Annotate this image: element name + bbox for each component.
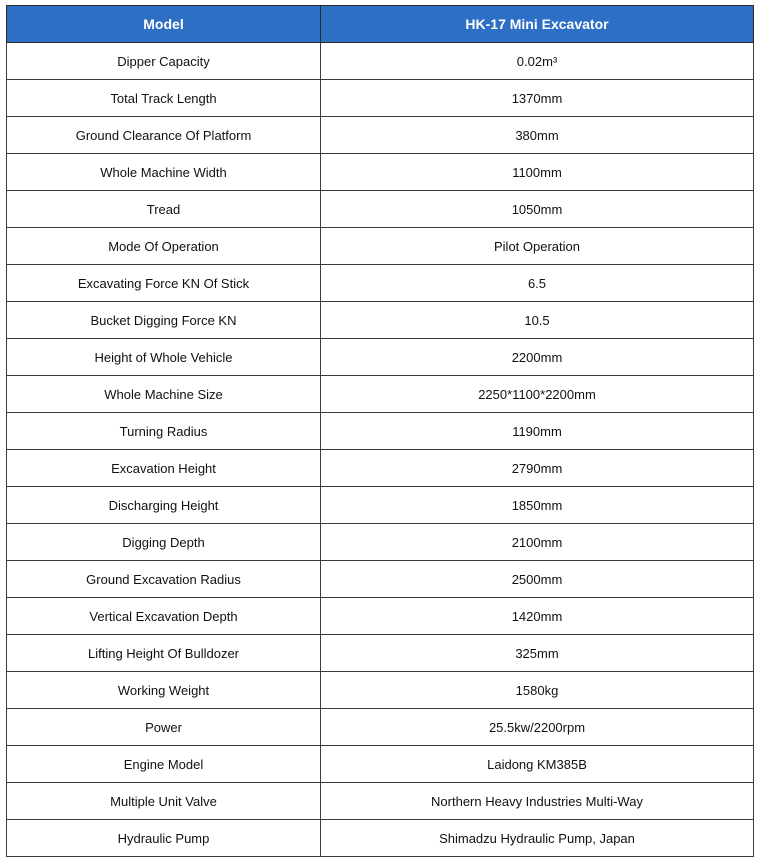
table-row (7, 561, 754, 598)
spec-value: Pilot Operation (321, 228, 754, 265)
spec-label: Turning Radius (7, 413, 321, 450)
table-row (7, 228, 754, 265)
spec-label: Working Weight (7, 672, 321, 709)
spec-label: Mode Of Operation (7, 228, 321, 265)
table-row (7, 783, 754, 820)
table-body (7, 43, 754, 857)
table-row (7, 154, 754, 191)
table-row (7, 117, 754, 154)
header-model-label: Model (7, 6, 321, 43)
table-row (7, 709, 754, 746)
spec-value: 1850mm (321, 487, 754, 524)
table-row (7, 80, 754, 117)
spec-label: Vertical Excavation Depth (7, 598, 321, 635)
spec-value: 1100mm (321, 154, 754, 191)
table-row (7, 598, 754, 635)
spec-value: 1050mm (321, 191, 754, 228)
table-row (7, 450, 754, 487)
spec-label: Height of Whole Vehicle (7, 339, 321, 376)
table-row (7, 43, 754, 80)
table-row (7, 487, 754, 524)
table-row (7, 820, 754, 857)
spec-label: Excavating Force KN Of Stick (7, 265, 321, 302)
table-row (7, 302, 754, 339)
spec-value: 2250*1100*2200mm (321, 376, 754, 413)
header-row (7, 6, 754, 43)
table-row (7, 524, 754, 561)
spec-value: 1370mm (321, 80, 754, 117)
spec-label: Total Track Length (7, 80, 321, 117)
spec-value: 2100mm (321, 524, 754, 561)
spec-label: Bucket Digging Force KN (7, 302, 321, 339)
table-row (7, 339, 754, 376)
table-row (7, 746, 754, 783)
spec-value: 10.5 (321, 302, 754, 339)
spec-value: 6.5 (321, 265, 754, 302)
spec-label: Lifting Height Of Bulldozer (7, 635, 321, 672)
table-row (7, 191, 754, 228)
spec-label: Whole Machine Size (7, 376, 321, 413)
spec-label: Whole Machine Width (7, 154, 321, 191)
spec-value: Northern Heavy Industries Multi-Way (321, 783, 754, 820)
spec-label: Discharging Height (7, 487, 321, 524)
table-row (7, 635, 754, 672)
spec-label: Power (7, 709, 321, 746)
table-row (7, 265, 754, 302)
spec-label: Hydraulic Pump (7, 820, 321, 857)
header-model-name: HK-17 Mini Excavator (321, 6, 754, 43)
spec-label: Ground Excavation Radius (7, 561, 321, 598)
table-header (7, 6, 754, 43)
spec-table-container (6, 5, 753, 857)
table-row (7, 413, 754, 450)
spec-value: 1190mm (321, 413, 754, 450)
spec-value: 325mm (321, 635, 754, 672)
spec-value: 0.02m³ (321, 43, 754, 80)
spec-value: 2200mm (321, 339, 754, 376)
spec-label: Multiple Unit Valve (7, 783, 321, 820)
spec-value: 2790mm (321, 450, 754, 487)
table-row (7, 376, 754, 413)
spec-value: Laidong KM385B (321, 746, 754, 783)
table-row (7, 672, 754, 709)
spec-value: 1580kg (321, 672, 754, 709)
spec-label: Ground Clearance Of Platform (7, 117, 321, 154)
spec-value: 380mm (321, 117, 754, 154)
spec-value: 1420mm (321, 598, 754, 635)
spec-label: Engine Model (7, 746, 321, 783)
spec-value: 2500mm (321, 561, 754, 598)
spec-label: Digging Depth (7, 524, 321, 561)
spec-label: Tread (7, 191, 321, 228)
spec-value: Shimadzu Hydraulic Pump, Japan (321, 820, 754, 857)
spec-value: 25.5kw/2200rpm (321, 709, 754, 746)
spec-label: Dipper Capacity (7, 43, 321, 80)
spec-table (6, 5, 754, 857)
spec-label: Excavation Height (7, 450, 321, 487)
